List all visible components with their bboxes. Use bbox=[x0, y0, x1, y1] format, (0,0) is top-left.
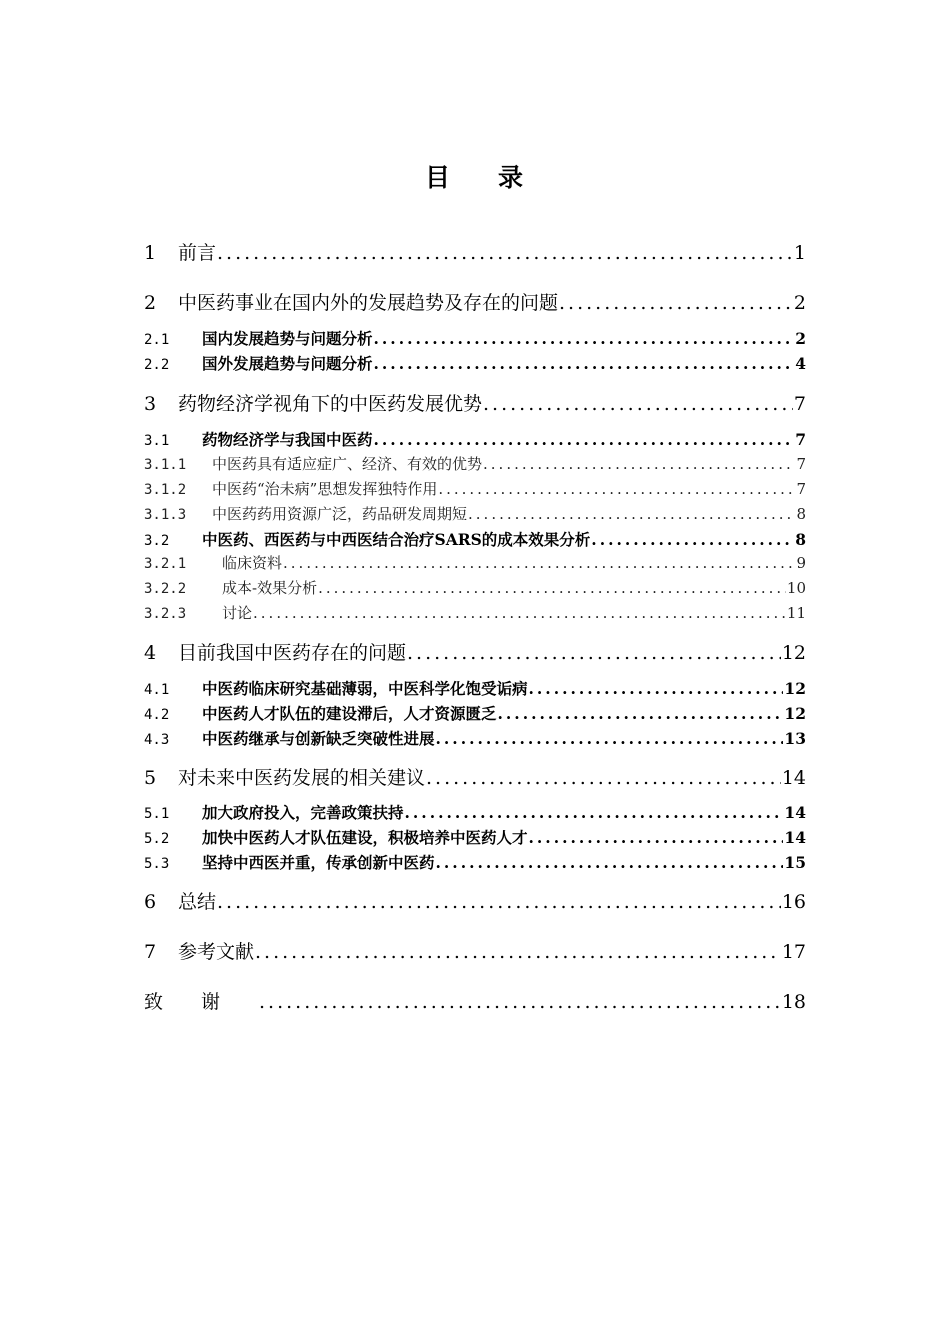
toc-title bbox=[0, 158, 950, 194]
entry-title: 致谢 bbox=[144, 991, 259, 1013]
entry-number: 5.1 bbox=[144, 806, 170, 822]
toc-entry[interactable] bbox=[144, 503, 806, 524]
entry-page: 17 bbox=[781, 941, 806, 963]
leader-dots bbox=[374, 329, 795, 348]
entry-number: 2.1 bbox=[144, 332, 170, 348]
entry-page: 8 bbox=[795, 530, 806, 549]
leader-dots bbox=[374, 430, 795, 449]
leader-dots bbox=[529, 828, 784, 847]
entry-page: 14 bbox=[784, 828, 806, 847]
entry-number: 4 bbox=[144, 642, 157, 664]
entry-number: 3.2 bbox=[144, 533, 170, 549]
entry-title: 坚持中西医并重，传承创新中医药 bbox=[202, 853, 435, 872]
leader-dots bbox=[255, 941, 781, 963]
entry-number: 4.3 bbox=[144, 732, 170, 748]
leader-dots bbox=[318, 579, 786, 597]
leader-dots bbox=[407, 642, 781, 664]
entry-number: 7 bbox=[144, 941, 157, 963]
entry-page: 10 bbox=[786, 579, 806, 597]
entry-page: 12 bbox=[784, 679, 806, 698]
entry-title: 前言 bbox=[178, 242, 217, 264]
entry-page: 15 bbox=[784, 853, 806, 872]
entry-title: 中医药事业在国内外的发展趋势及存在的问题 bbox=[178, 292, 559, 314]
entry-number: 3.1.2 bbox=[144, 482, 187, 498]
leader-dots bbox=[217, 891, 781, 913]
leader-dots bbox=[259, 991, 781, 1013]
toc-entry[interactable] bbox=[144, 677, 806, 699]
entry-page: 8 bbox=[796, 505, 806, 523]
entry-number: 3.1 bbox=[144, 433, 170, 449]
entry-title: 讨论 bbox=[222, 604, 253, 622]
entry-page: 18 bbox=[781, 991, 806, 1013]
leader-dots bbox=[468, 505, 795, 523]
entry-page: 16 bbox=[781, 891, 806, 913]
entry-title: 中医药继承与创新缺乏突破性进展 bbox=[202, 729, 435, 748]
entry-page: 14 bbox=[784, 803, 806, 822]
leader-dots bbox=[436, 729, 784, 748]
entry-number: 3.2.3 bbox=[144, 606, 187, 622]
leader-dots bbox=[374, 354, 795, 373]
entry-page: 14 bbox=[781, 767, 806, 789]
entry-number: 6 bbox=[144, 891, 157, 913]
entry-title: 中医药药用资源广泛，药品研发周期短 bbox=[212, 505, 468, 523]
toc-entry[interactable] bbox=[144, 826, 806, 848]
toc-entry[interactable] bbox=[144, 987, 806, 1014]
entry-page: 13 bbox=[784, 729, 806, 748]
entry-title: 药物经济学与我国中医药 bbox=[202, 430, 373, 449]
entry-number: 5 bbox=[144, 767, 157, 789]
entry-page: 12 bbox=[781, 642, 806, 664]
entry-title: 中医药“治未病”思想发挥独特作用 bbox=[212, 480, 438, 498]
toc-entry[interactable] bbox=[144, 763, 806, 790]
toc-entry[interactable] bbox=[144, 238, 806, 265]
leader-dots bbox=[438, 480, 795, 498]
toc-entry[interactable] bbox=[144, 552, 806, 573]
toc-entry[interactable] bbox=[144, 288, 806, 315]
entry-page: 9 bbox=[796, 554, 806, 572]
entry-page: 7 bbox=[795, 430, 806, 449]
entry-title: 中医药人才队伍的建设滞后，人才资源匮乏 bbox=[202, 704, 497, 723]
entry-number: 3.2.2 bbox=[144, 581, 187, 597]
leader-dots bbox=[591, 530, 794, 549]
leader-dots bbox=[436, 853, 784, 872]
entry-number: 5.3 bbox=[144, 856, 170, 872]
toc-entry[interactable] bbox=[144, 638, 806, 665]
entry-title: 药物经济学视角下的中医药发展优势 bbox=[178, 393, 483, 415]
toc-entry[interactable] bbox=[144, 851, 806, 873]
entry-number: 3.2.1 bbox=[144, 556, 187, 572]
entry-page: 7 bbox=[796, 455, 806, 473]
entry-number: 2 bbox=[144, 292, 157, 314]
entry-page: 12 bbox=[784, 704, 806, 723]
entry-title: 目前我国中医药存在的问题 bbox=[178, 642, 407, 664]
leader-dots bbox=[217, 242, 793, 264]
toc-entry[interactable] bbox=[144, 352, 806, 374]
leader-dots bbox=[426, 767, 781, 789]
leader-dots bbox=[559, 292, 793, 314]
leader-dots bbox=[483, 455, 795, 473]
toc-entry[interactable] bbox=[144, 327, 806, 349]
entry-number: 2.2 bbox=[144, 357, 170, 373]
leader-dots bbox=[483, 393, 793, 415]
entry-title: 加快中医药人才队伍建设，积极培养中医药人才 bbox=[202, 828, 528, 847]
toc-title-left: 目 bbox=[424, 163, 452, 192]
entry-number: 1 bbox=[144, 242, 157, 264]
entry-title: 成本-效果分析 bbox=[222, 579, 318, 597]
entry-page: 7 bbox=[793, 393, 806, 415]
entry-number: 4.1 bbox=[144, 682, 170, 698]
entry-number: 3.1.3 bbox=[144, 507, 187, 523]
toc-entry[interactable] bbox=[144, 727, 806, 749]
leader-dots bbox=[498, 704, 784, 723]
toc-entry[interactable] bbox=[144, 389, 806, 416]
entry-page: 7 bbox=[796, 480, 806, 498]
entry-page: 11 bbox=[786, 604, 806, 622]
entry-page: 1 bbox=[793, 242, 806, 264]
toc-entry[interactable] bbox=[144, 702, 806, 724]
entry-title: 加大政府投入，完善政策扶持 bbox=[202, 803, 404, 822]
toc-entry[interactable] bbox=[144, 577, 806, 598]
toc-entry[interactable] bbox=[144, 528, 806, 550]
entry-page: 4 bbox=[795, 354, 806, 373]
toc-entry[interactable] bbox=[144, 602, 806, 623]
entry-title: 中医药临床研究基础薄弱，中医科学化饱受诟病 bbox=[202, 679, 528, 698]
toc-entry[interactable] bbox=[144, 478, 806, 499]
toc-entry[interactable] bbox=[144, 887, 806, 914]
leader-dots bbox=[529, 679, 784, 698]
entry-title: 国内发展趋势与问题分析 bbox=[202, 329, 373, 348]
entry-title: 参考文献 bbox=[178, 941, 255, 963]
leader-dots bbox=[283, 554, 795, 572]
entry-number: 4.2 bbox=[144, 707, 170, 723]
entry-page: 2 bbox=[793, 292, 806, 314]
entry-number: 3.1.1 bbox=[144, 457, 187, 473]
entry-title: 对未来中医药发展的相关建议 bbox=[178, 767, 426, 789]
toc-entry[interactable] bbox=[144, 428, 806, 450]
entry-title: 临床资料 bbox=[222, 554, 283, 572]
entry-title: 中医药具有适应症广、经济、有效的优势 bbox=[212, 455, 483, 473]
entry-title: 中医药、西医药与中西医结合治疗SARS的成本效果分析 bbox=[202, 530, 591, 549]
entry-number: 5.2 bbox=[144, 831, 170, 847]
toc-entry[interactable] bbox=[144, 453, 806, 474]
entry-number: 3 bbox=[144, 393, 157, 415]
leader-dots bbox=[405, 803, 784, 822]
leader-dots bbox=[253, 604, 786, 622]
toc-title-right: 录 bbox=[498, 163, 526, 192]
entry-page: 2 bbox=[795, 329, 806, 348]
entry-title: 总结 bbox=[178, 891, 217, 913]
entry-title: 国外发展趋势与问题分析 bbox=[202, 354, 373, 373]
toc-entry[interactable] bbox=[144, 801, 806, 823]
toc-entry[interactable] bbox=[144, 937, 806, 964]
